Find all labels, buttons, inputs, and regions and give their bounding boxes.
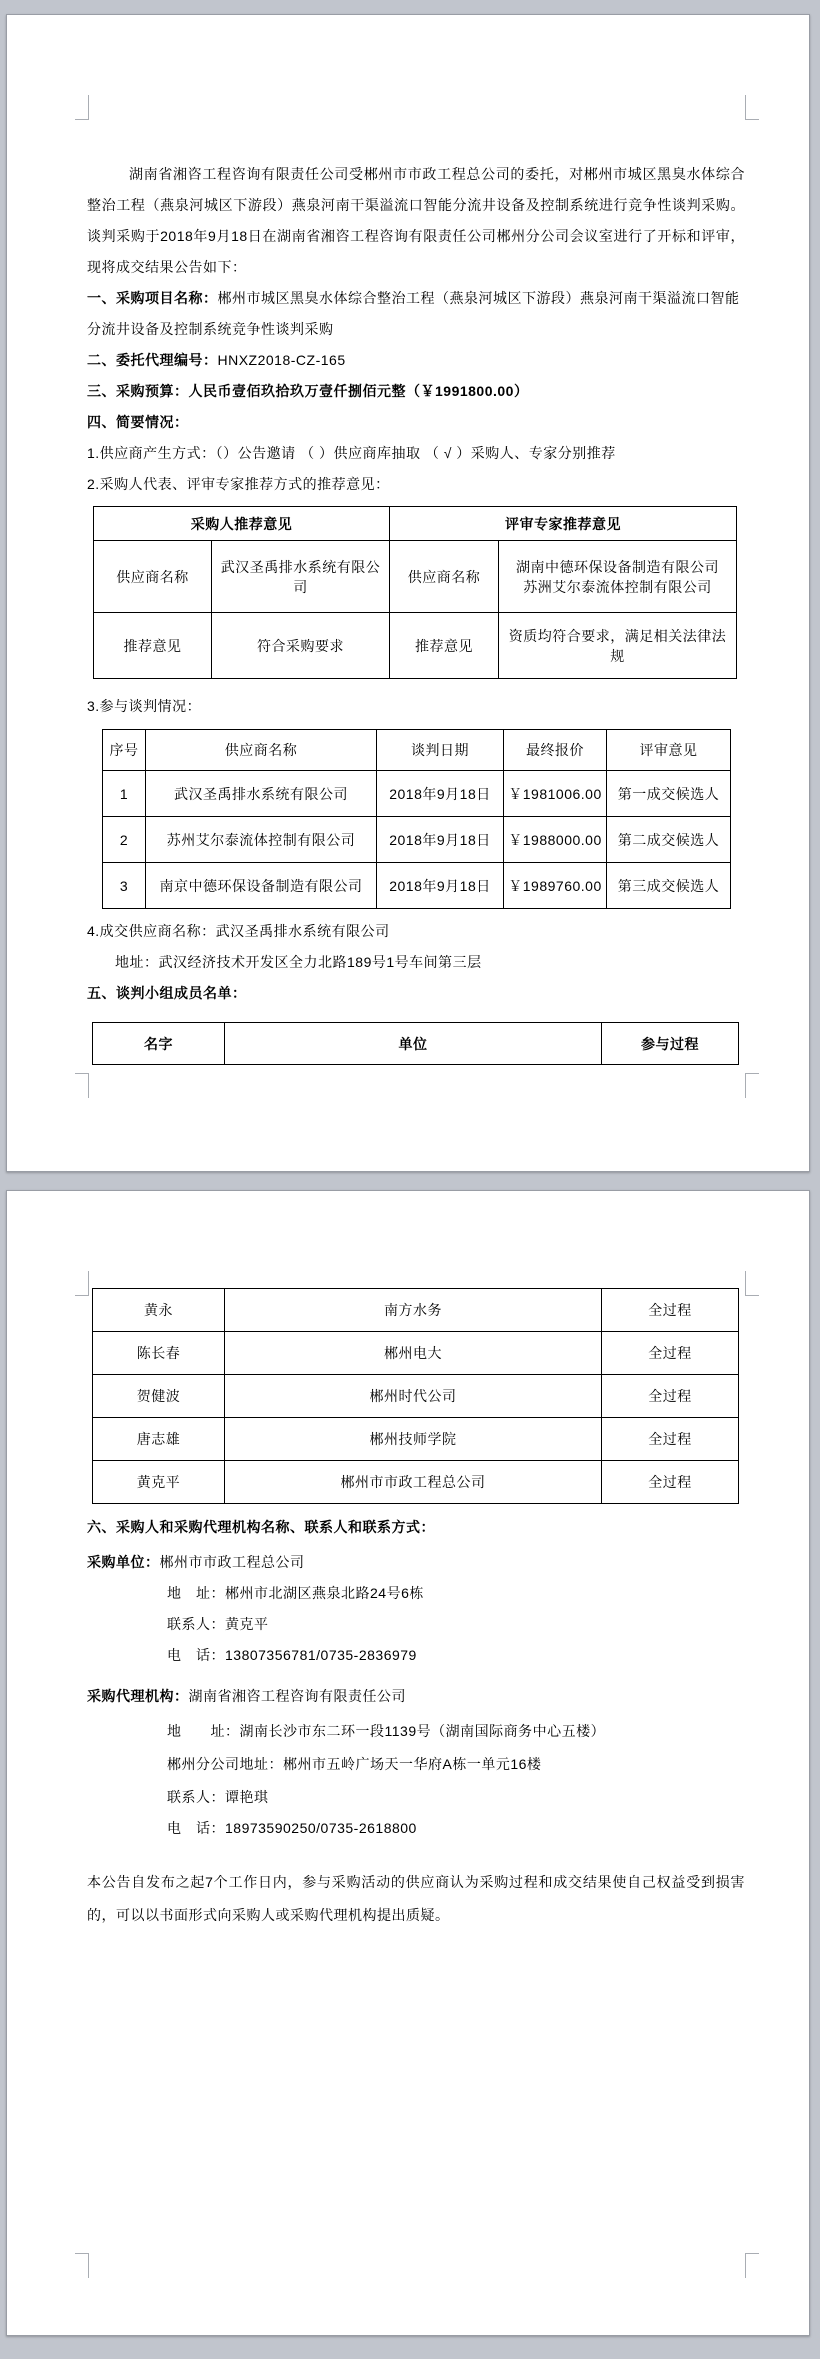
margin-crop-mark-bottom-left — [75, 1073, 89, 1098]
negotiation-intro-line: 3.参与谈判情况： — [87, 698, 202, 714]
page-1-content — [7, 15, 809, 1065]
table-cell: 推荐意见 — [390, 613, 499, 679]
section-4-heading: 四、简要情况： — [87, 414, 189, 430]
table-cell: 资质均符合要求，满足相关法律法规 — [499, 613, 737, 679]
panel-members-table-rows — [92, 1288, 739, 1504]
section-2-heading — [87, 345, 745, 376]
table-cell: 供应商名称 — [94, 541, 212, 613]
table-cell: 1 — [103, 771, 146, 817]
section-6-heading: 六、采购人和采购代理机构名称、联系人和联系方式： — [87, 1519, 435, 1535]
table-row — [93, 1461, 739, 1504]
purchaser-contact: 联系人：黄克平 — [167, 1616, 269, 1632]
table-cell: 第一成交候选人 — [607, 771, 731, 817]
table-row — [94, 613, 737, 679]
table-cell: 符合采购要求 — [212, 613, 390, 679]
column-header: 最终报价 — [504, 730, 607, 771]
page-2[interactable] — [6, 1190, 810, 2336]
table-row — [93, 1332, 739, 1375]
section-1-heading — [87, 283, 745, 345]
agency-branch-address: 郴州分公司地址：郴州市五岭广场天一华府A栋一单元16楼 — [167, 1756, 542, 1772]
table-cell: 苏州艾尔泰流体控制有限公司 — [146, 817, 377, 863]
table-header-row — [93, 1023, 739, 1065]
winning-supplier-line: 4.成交供应商名称：武汉圣禹排水系统有限公司 — [87, 923, 390, 939]
member-process: 全过程 — [602, 1289, 739, 1332]
table-header-row — [103, 730, 731, 771]
table-cell: 2018年9月18日 — [377, 817, 504, 863]
column-header: 评审意见 — [607, 730, 731, 771]
column-header: 名字 — [93, 1023, 225, 1065]
table-row — [94, 541, 737, 613]
section-2-label: 二、委托代理编号： — [87, 352, 218, 368]
margin-crop-mark-bottom-right — [745, 1073, 759, 1098]
column-header: 序号 — [103, 730, 146, 771]
expert-supplier-2: 苏洲艾尔泰流体控制有限公司 — [523, 578, 712, 595]
member-process: 全过程 — [602, 1418, 739, 1461]
member-unit: 南方水务 — [225, 1289, 602, 1332]
purchaser-name: 郴州市市政工程总公司 — [159, 1554, 305, 1570]
table-cell: 南京中德环保设备制造有限公司 — [146, 863, 377, 909]
purchaser-address: 地 址：郴州市北湖区燕泉北路24号6栋 — [167, 1585, 424, 1601]
agency-line — [87, 1681, 745, 1712]
column-header: 单位 — [225, 1023, 602, 1065]
agency-label: 采购代理机构： — [87, 1688, 189, 1704]
table-cell: 3 — [103, 863, 146, 909]
table-row — [93, 1375, 739, 1418]
table-cell: ￥1981006.00 — [504, 771, 607, 817]
expert-opinion-header: 评审专家推荐意见 — [390, 507, 737, 541]
member-name: 黄克平 — [93, 1461, 225, 1504]
table-cell: 2018年9月18日 — [377, 863, 504, 909]
member-name: 贺健波 — [93, 1375, 225, 1418]
member-process: 全过程 — [602, 1461, 739, 1504]
purchaser-label: 采购单位： — [87, 1554, 160, 1570]
purchaser-phone: 电 话：13807356781/0735-2836979 — [167, 1647, 417, 1663]
section-3-value: 人民币壹佰玖拾玖万壹仟捌佰元整（￥1991800.00） — [188, 383, 529, 399]
agency-name: 湖南省湘咨工程咨询有限责任公司 — [188, 1688, 406, 1704]
agency-contact: 联系人：谭艳琪 — [167, 1789, 269, 1805]
expert-supplier-1: 湖南中德环保设备制造有限公司 — [516, 558, 719, 575]
column-header: 谈判日期 — [377, 730, 504, 771]
table-cell: 供应商名称 — [390, 541, 499, 613]
winning-supplier-address: 地址：武汉经济技术开发区全力北路189号1号车间第三层 — [115, 954, 482, 970]
table-cell — [499, 541, 737, 613]
table-cell: 推荐意见 — [94, 613, 212, 679]
table-row — [103, 863, 731, 909]
table-cell: 武汉圣禹排水系统有限公司 — [212, 541, 390, 613]
member-name: 陈长春 — [93, 1332, 225, 1375]
member-process: 全过程 — [602, 1375, 739, 1418]
panel-members-table-header — [92, 1022, 739, 1065]
agency-address: 地 址：湖南长沙市东二环一段1139号（湖南国际商务中心五楼） — [167, 1723, 606, 1739]
agency-phone: 电 话：18973590250/0735-2618800 — [167, 1820, 417, 1836]
member-unit: 郴州市市政工程总公司 — [225, 1461, 602, 1504]
margin-crop-mark-bottom-right — [745, 2253, 759, 2278]
section-5-heading: 五、谈判小组成员名单： — [87, 985, 247, 1001]
table-cell: 第三成交候选人 — [607, 863, 731, 909]
section-2-value: HNXZ2018-CZ-165 — [217, 352, 346, 368]
table-row — [103, 817, 731, 863]
table-row — [103, 771, 731, 817]
table-cell: ￥1989760.00 — [504, 863, 607, 909]
member-process: 全过程 — [602, 1332, 739, 1375]
recommendation-intro-line: 2.采购人代表、评审专家推荐方式的推荐意见： — [87, 476, 390, 492]
member-name: 黄永 — [93, 1289, 225, 1332]
table-cell: 武汉圣禹排水系统有限公司 — [146, 771, 377, 817]
table-row — [93, 1418, 739, 1461]
table-row — [93, 1289, 739, 1332]
section-1-label: 一、采购项目名称： — [87, 290, 218, 306]
margin-crop-mark-bottom-left — [75, 2253, 89, 2278]
section-1-value: 郴州市城区黑臭水体综合整治工程（燕泉河城区下游段）燕泉河南干渠溢流口智能分流井设备及控制系统竞争性谈判采购 — [87, 290, 740, 337]
table-cell: 第二成交候选人 — [607, 817, 731, 863]
purchaser-opinion-header: 采购人推荐意见 — [94, 507, 390, 541]
member-unit: 郴州技师学院 — [225, 1418, 602, 1461]
section-3-heading — [87, 376, 745, 407]
closing-paragraph: 本公告自发布之起7个工作日内，参与采购活动的供应商认为采购过程和成交结果使自己权益受到损害的，可以以书面形式向采购人或采购代理机构提出质疑。 — [87, 1874, 745, 1923]
page-1[interactable] — [6, 14, 810, 1172]
column-header: 参与过程 — [602, 1023, 739, 1065]
member-unit: 郴州电大 — [225, 1332, 602, 1375]
member-unit: 郴州时代公司 — [225, 1375, 602, 1418]
table-cell: 2 — [103, 817, 146, 863]
table-row — [94, 507, 737, 541]
supplier-method-line: 1.供应商产生方式：（）公告邀请 （ ）供应商库抽取 （ √ ）采购人、专家分别推荐 — [87, 445, 616, 461]
member-name: 唐志雄 — [93, 1418, 225, 1461]
column-header: 供应商名称 — [146, 730, 377, 771]
purchaser-line — [87, 1547, 745, 1578]
page-2-content — [7, 1191, 809, 1932]
table-cell: ￥1988000.00 — [504, 817, 607, 863]
section-3-label: 三、采购预算： — [87, 383, 189, 399]
negotiation-participation-table — [102, 729, 731, 909]
table-cell: 2018年9月18日 — [377, 771, 504, 817]
recommendation-opinions-table — [93, 506, 737, 679]
intro-paragraph: 湖南省湘咨工程咨询有限责任公司受郴州市市政工程总公司的委托，对郴州市城区黑臭水体综合整治工程（燕泉河城区下游段）燕泉河南干渠溢流口智能分流井设备及控制系统进行竞争性谈判采购。谈判采购于2018年9月18日在湖南省湘咨工程咨询有限责任公司郴州分公司会议室进行了开标和评审，现将成交结果公告如下： — [87, 166, 745, 275]
